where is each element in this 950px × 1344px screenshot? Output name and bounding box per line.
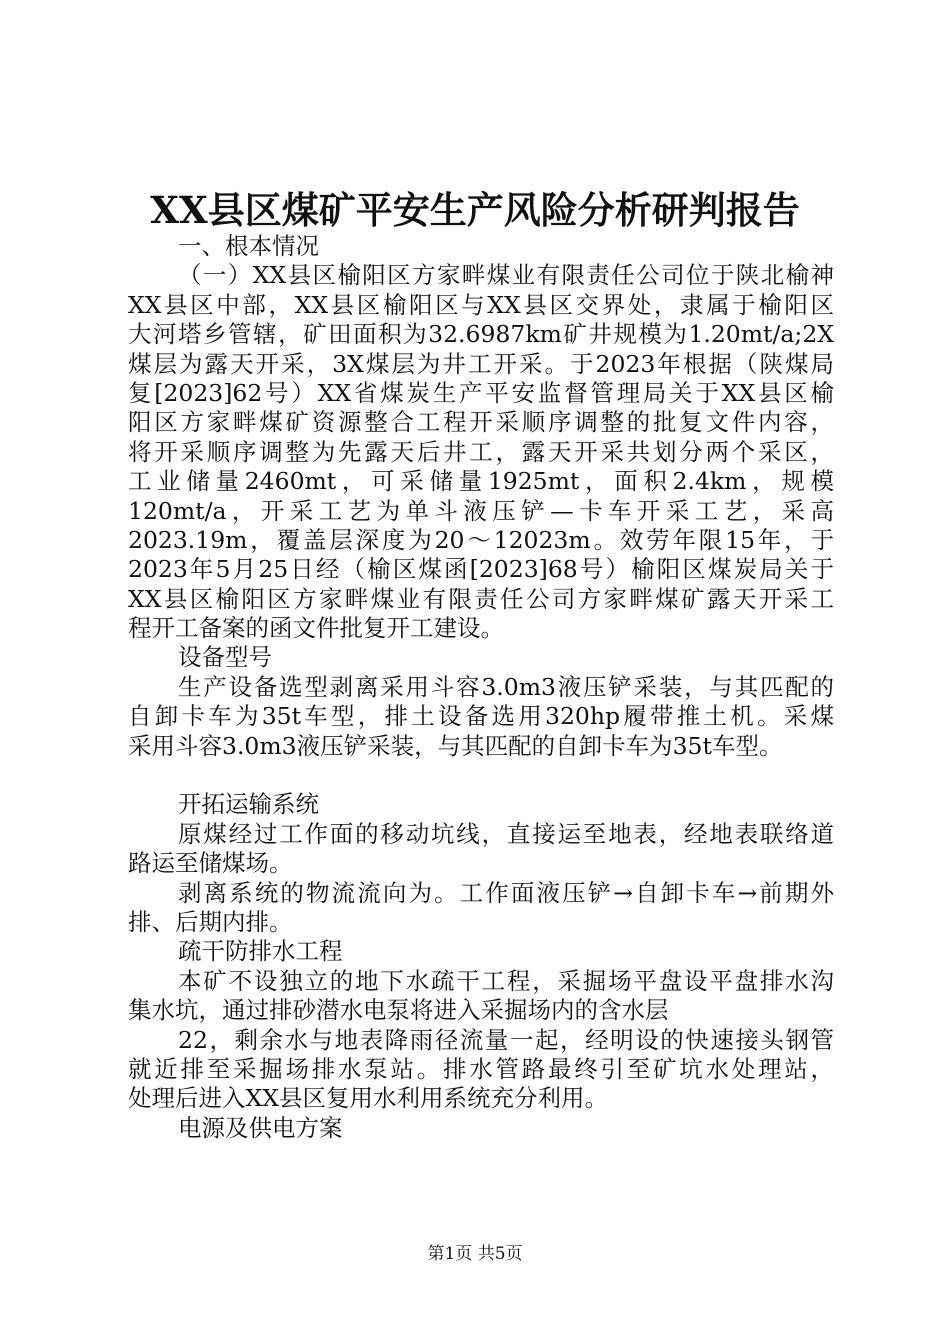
blank-line — [128, 761, 834, 790]
document-title: XX县区煤矿平安生产风险分析研判报告 — [150, 188, 800, 232]
body-line: 本矿不设独立的地下水疏干工程，采掘场平盘设平盘排水沟 — [178, 966, 834, 995]
body-line: 工业储量2460mt，可采储量1925mt，面积2.4km，规模 — [128, 467, 834, 496]
body-line: 2023年5月25日经（榆区煤函[2023]68号）榆阳区煤炭局关于 — [128, 555, 834, 584]
body-line: （一）XX县区榆阳区方家畔煤业有限责任公司位于陕北榆神 — [178, 261, 834, 290]
body-line: 设备型号 — [178, 643, 272, 672]
body-line: 疏干防排水工程 — [178, 937, 343, 966]
body-line: 剥离系统的物流流向为。工作面液压铲→自卸卡车→前期外 — [178, 878, 834, 907]
document-body — [128, 232, 834, 1143]
body-line: 程开工备案的函文件批复开工建设。 — [128, 614, 504, 643]
body-line: 就近排至采掘场排水泵站。排水管路最终引至矿坑水处理站， — [128, 1054, 834, 1083]
body-line: XX县区中部，XX县区榆阳区与XX县区交界处，隶属于榆阳区 — [128, 290, 834, 319]
body-line: 2023.19m，覆盖层深度为20～12023m。效劳年限15年，于 — [128, 525, 834, 554]
body-line: 集水坑，通过排砂潜水电泵将进入采掘场内的含水层 — [128, 996, 669, 1025]
body-line: XX县区榆阳区方家畔煤业有限责任公司方家畔煤矿露天开采工 — [128, 584, 834, 613]
body-line: 生产设备选型剥离采用斗容3.0m3液压铲采装，与其匹配的 — [178, 672, 834, 701]
page-footer: 第1页 共5页 — [427, 1244, 523, 1264]
body-line: 自卸卡车为35t车型，排土设备选用320hp履带推土机。采煤 — [128, 702, 834, 731]
body-line: 采用斗容3.0m3液压铲采装，与其匹配的自卸卡车为35t车型。 — [128, 731, 783, 760]
body-line: 将开采顺序调整为先露天后井工，露天开采共划分两个采区， — [128, 437, 834, 466]
body-line: 22，剩余水与地表降雨径流量一起，经明设的快速接头钢管 — [178, 1025, 834, 1054]
body-line: 120mt/a，开采工艺为单斗液压铲—卡车开采工艺，采高 — [128, 496, 834, 525]
body-line: 复[2023]62号）XX省煤炭生产平安监督管理局关于XX县区榆 — [128, 378, 834, 407]
body-line: 煤层为露天开采，3X煤层为井工开采。于2023年根据（陕煤局 — [128, 349, 834, 378]
body-line: 处理后进入XX县区复用水利用系统充分利用。 — [128, 1084, 608, 1113]
body-line: 原煤经过工作面的移动坑线，直接运至地表，经地表联络道 — [178, 819, 834, 848]
body-line: 一、根本情况 — [178, 232, 319, 260]
body-line: 排、后期内排。 — [128, 907, 293, 936]
body-line: 阳区方家畔煤矿资源整合工程开采顺序调整的批复文件内容， — [128, 408, 834, 437]
body-line: 大河塔乡管辖，矿田面积为32.6987km矿井规模为1.20mt/a;2X — [128, 320, 834, 349]
body-line: 路运至储煤场。 — [128, 849, 293, 878]
body-line: 电源及供电方案 — [178, 1113, 343, 1142]
body-line: 开拓运输系统 — [178, 790, 319, 819]
